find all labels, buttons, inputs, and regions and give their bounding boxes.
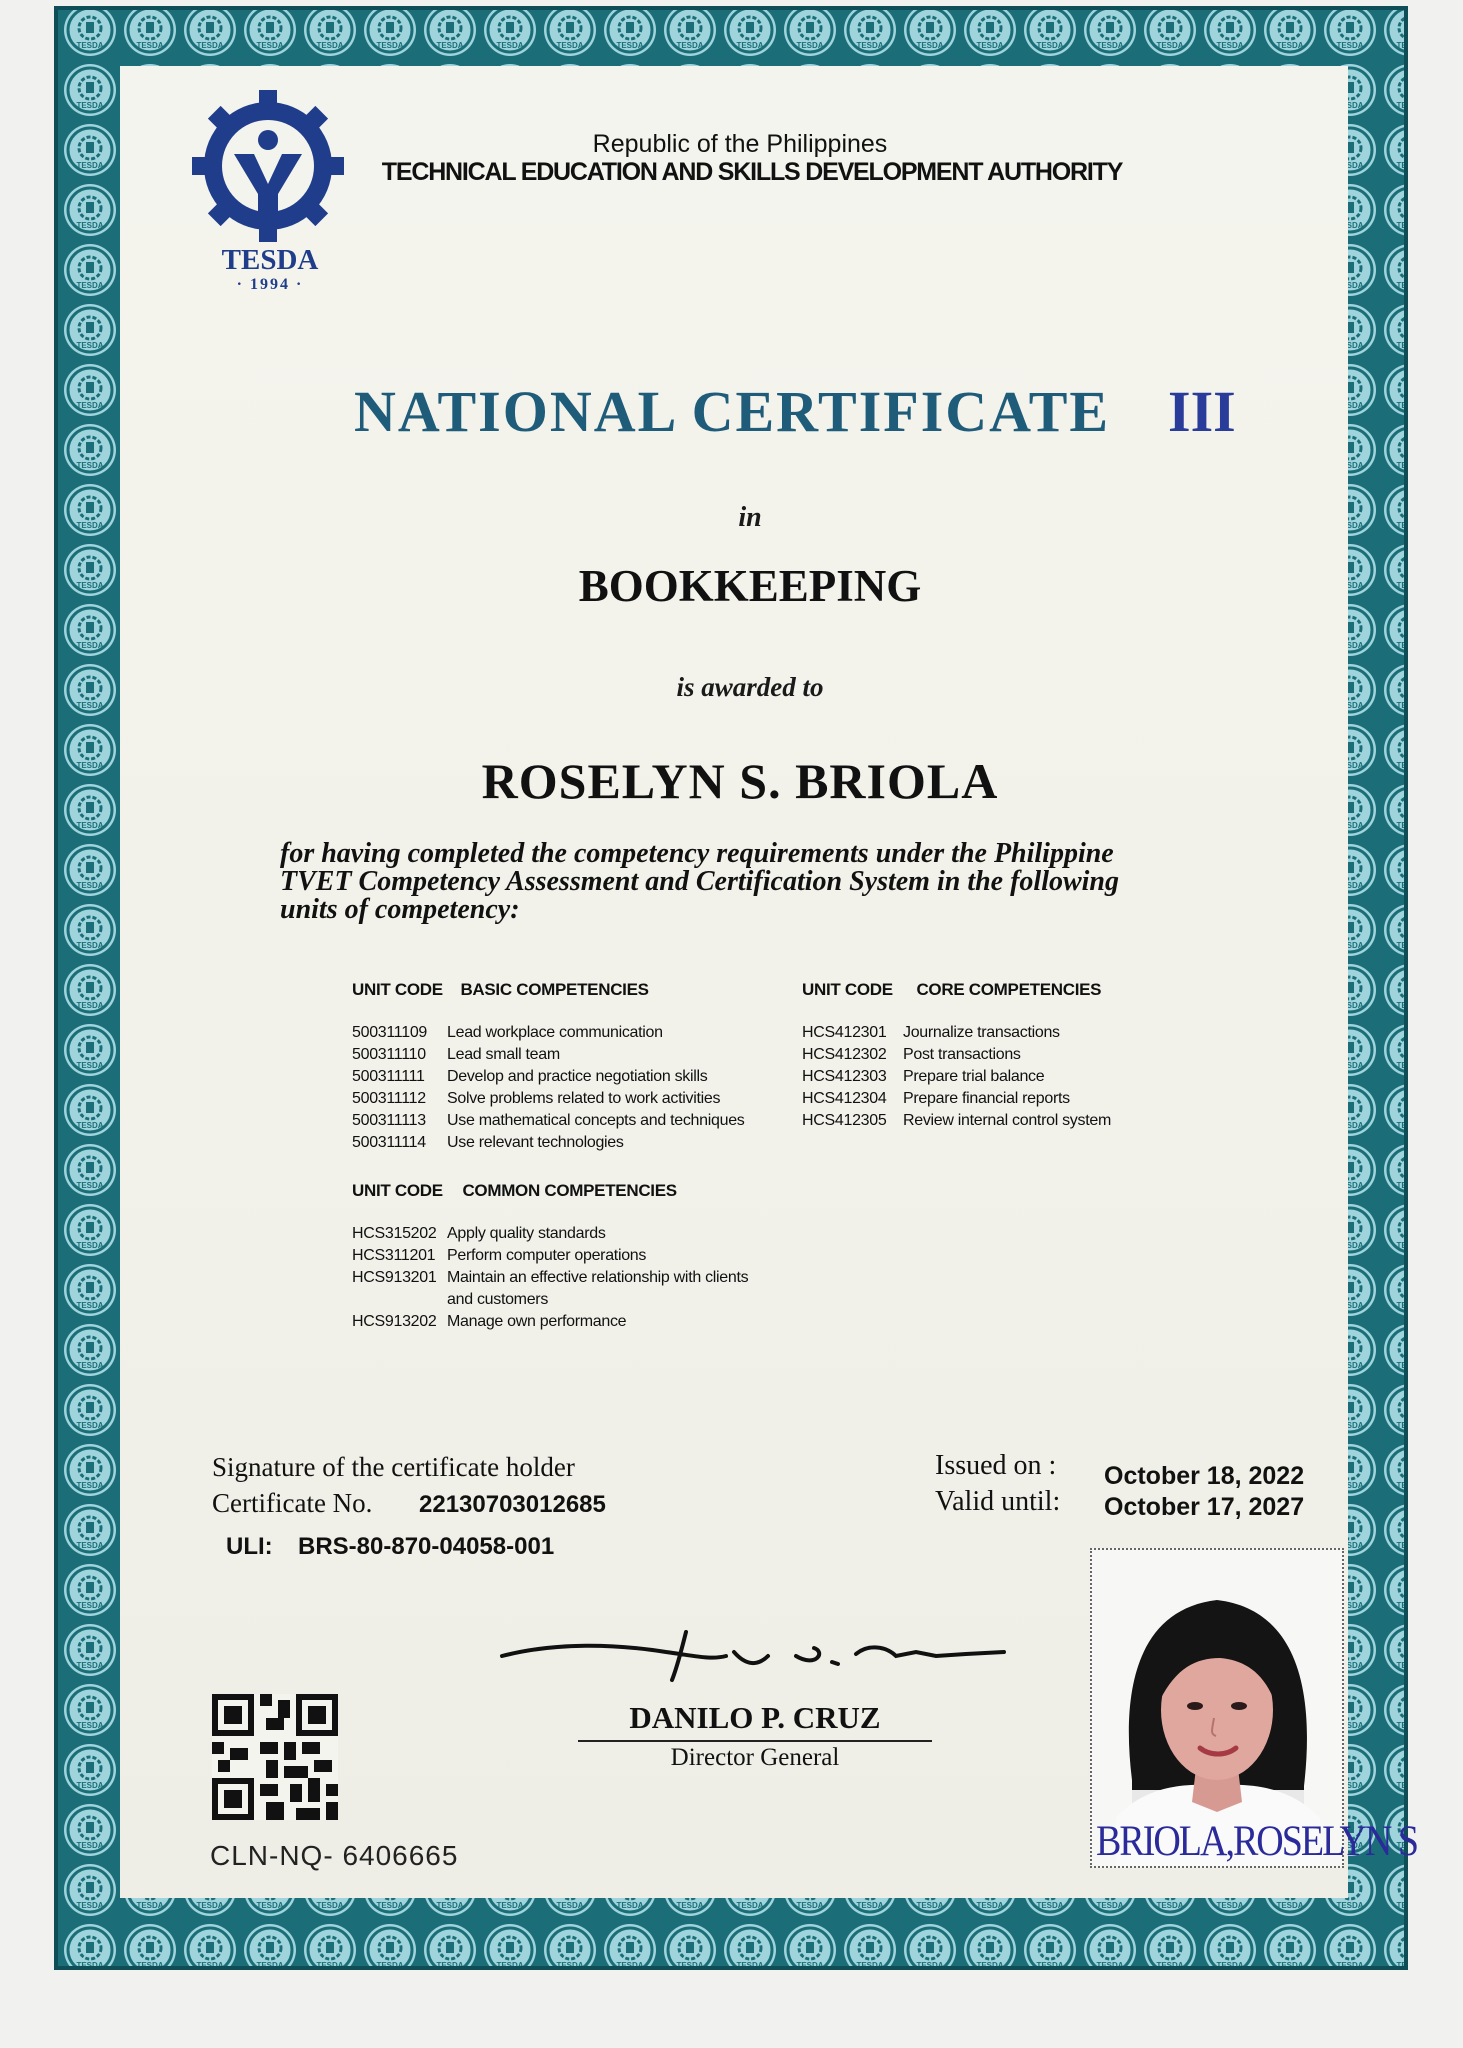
unit-title: Post transactions	[903, 1046, 1021, 1063]
unit-title: Manage own performance	[447, 1313, 627, 1330]
uli-label: ULI:	[226, 1533, 273, 1560]
competency-row	[352, 1311, 792, 1333]
uli-value: BRS-80-870-04058-001	[298, 1533, 555, 1560]
certificate-no-label: Certificate No.	[212, 1488, 373, 1518]
competency-row	[352, 1066, 812, 1088]
competency-row	[802, 1044, 1202, 1066]
unit-title: Lead workplace communication	[447, 1024, 663, 1041]
basic-competencies-header: BASIC COMPETENCIES	[460, 980, 649, 999]
competency-row	[802, 1110, 1202, 1132]
competency-row	[802, 1066, 1202, 1088]
signatory-title: Director General	[670, 1744, 840, 1771]
unit-title: Review internal control system	[903, 1112, 1111, 1129]
unit-title: Use relevant technologies	[447, 1134, 624, 1151]
unit-code: HCS913202	[352, 1313, 437, 1330]
certificate-level: III	[1168, 379, 1236, 444]
statement-line: units of competency:	[280, 894, 520, 925]
issued-label: Issued on :	[935, 1450, 1057, 1481]
holder-name: ROSELYN S. BRIOLA	[481, 753, 999, 809]
unit-title: Perform computer operations	[447, 1247, 647, 1264]
common-header	[352, 1181, 792, 1201]
statement-line: TVET Competency Assessment and Certification System in the following	[280, 866, 1120, 897]
unit-title: Prepare financial reports	[903, 1090, 1070, 1107]
logo-year: · 1994 ·	[236, 276, 304, 293]
issued-date: October 18, 2022	[1104, 1462, 1305, 1490]
competency-row	[352, 1132, 812, 1154]
competency-row	[802, 1022, 1202, 1044]
unit-code-header: UNIT CODE	[352, 1181, 443, 1200]
statement-line: for having completed the competency requirements under the Philippine	[280, 838, 1114, 869]
unit-title: Journalize transactions	[903, 1024, 1060, 1041]
core-header	[802, 980, 1202, 1000]
unit-code: HCS913201	[352, 1269, 437, 1286]
basic-competencies	[352, 980, 812, 1154]
common-competencies-header: COMMON COMPETENCIES	[462, 1181, 677, 1200]
competency-row	[352, 1245, 792, 1267]
competency-row	[352, 1088, 812, 1110]
director-signature	[496, 1622, 1026, 1702]
signature-label: Signature of the certificate holder	[212, 1452, 575, 1482]
unit-code: 500311109	[352, 1024, 428, 1041]
unit-code: 500311110	[352, 1046, 426, 1063]
unit-title: Use mathematical concepts and techniques	[447, 1112, 745, 1129]
unit-title: Apply quality standards	[447, 1225, 606, 1242]
certification-statement	[280, 840, 1230, 924]
signature-line	[578, 1740, 932, 1742]
unit-code: 500311113	[352, 1112, 426, 1129]
competency-row	[352, 1022, 812, 1044]
unit-code: HCS412305	[802, 1112, 887, 1129]
signatory-name: DANILO P. CRUZ	[629, 1700, 881, 1735]
competency-row	[352, 1044, 812, 1066]
qr-code-icon	[212, 1694, 338, 1820]
unit-code-header: UNIT CODE	[352, 980, 443, 999]
unit-code: 500311112	[352, 1090, 426, 1107]
unit-code: 500311114	[352, 1134, 426, 1151]
valid-date: October 17, 2027	[1104, 1493, 1305, 1521]
unit-code: HCS315202	[352, 1225, 437, 1242]
in-text: in	[738, 502, 762, 533]
unit-code: HCS412302	[802, 1046, 887, 1063]
core-competencies-header: CORE COMPETENCIES	[916, 980, 1102, 999]
common-competencies	[352, 1181, 792, 1333]
qualification-title: BOOKKEEPING	[578, 561, 922, 611]
awarded-text: is awarded to	[676, 672, 824, 702]
competency-row	[352, 1267, 792, 1311]
unit-code: HCS412301	[802, 1024, 887, 1041]
unit-code-header: UNIT CODE	[802, 980, 893, 999]
basic-header	[352, 980, 812, 1000]
unit-code: HCS311201	[352, 1247, 436, 1264]
photo-caption: BRIOLA,ROSELYN S	[1096, 1817, 1418, 1866]
logo-text: TESDA	[221, 244, 319, 276]
competency-row	[352, 1223, 792, 1245]
core-competencies	[802, 980, 1202, 1132]
republic-header: Republic of the Philippines	[592, 130, 888, 158]
cln-number: CLN-NQ- 6406665	[210, 1840, 459, 1871]
unit-title: Maintain an effective relationship with clients and customers	[447, 1269, 749, 1308]
unit-code: 500311111	[352, 1068, 425, 1085]
valid-label: Valid until:	[935, 1486, 1061, 1517]
certificate-title: NATIONAL CERTIFICATE	[354, 379, 1111, 444]
unit-code: HCS412304	[802, 1090, 887, 1107]
unit-title: Lead small team	[447, 1046, 560, 1063]
unit-title: Prepare trial balance	[903, 1068, 1045, 1085]
certificate-number: 22130703012685	[419, 1491, 606, 1518]
competency-row	[352, 1110, 812, 1132]
unit-title: Solve problems related to work activities	[447, 1090, 721, 1107]
unit-code: HCS412303	[802, 1068, 887, 1085]
competency-row	[802, 1088, 1202, 1110]
unit-title: Develop and practice negotiation skills	[447, 1068, 708, 1085]
agency-header: TECHNICAL EDUCATION AND SKILLS DEVELOPMENT AUTHORITY	[381, 158, 1123, 186]
